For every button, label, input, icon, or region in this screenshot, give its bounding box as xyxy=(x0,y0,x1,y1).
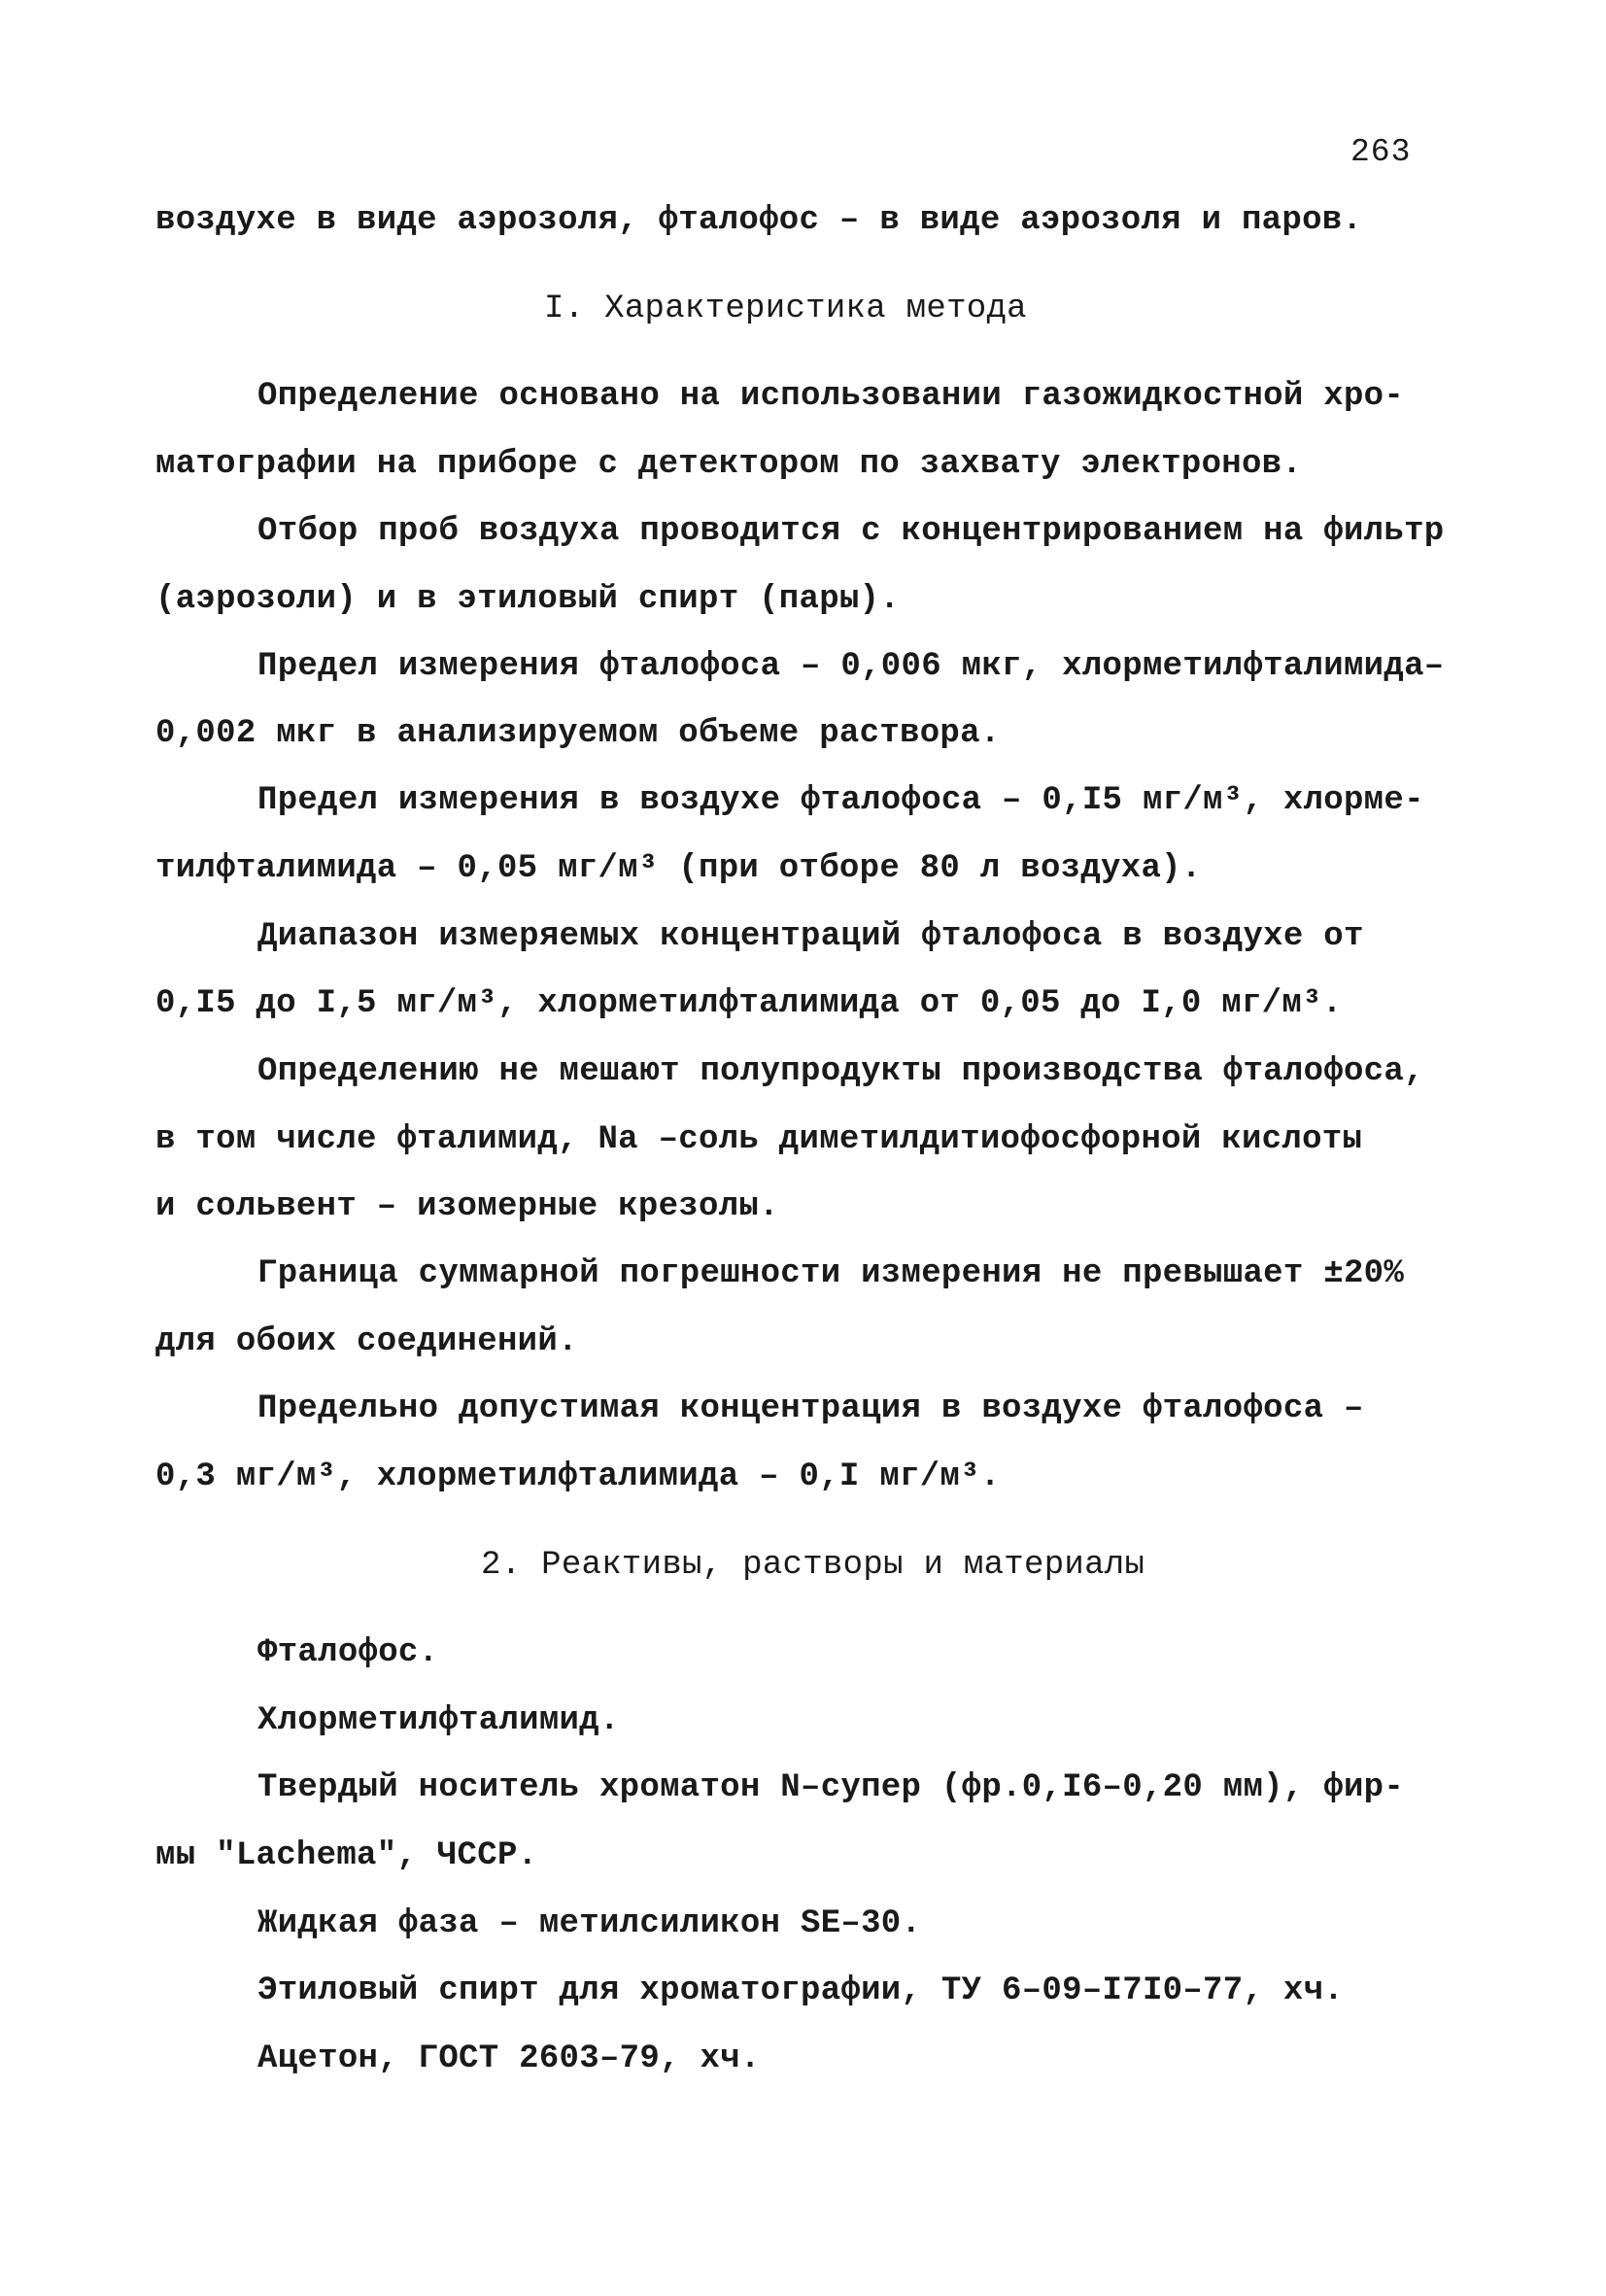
text-line: Твердый носитель хроматон N–супер (фр.0,I6–0,20 мм), фир- xyxy=(257,1769,1405,1806)
text-line: мы "Lachema", ЧССР. xyxy=(155,1837,538,1874)
text-line: Ацетон, ГОСТ 2603–79, хч. xyxy=(257,2040,761,2077)
text-line: Хлорметилфталимид. xyxy=(257,1702,620,1739)
text-line: для обоих соединений. xyxy=(155,1323,578,1360)
text-line: Фталофос. xyxy=(257,1634,439,1671)
text-line: тилфталимида – 0,05 мг/м³ (при отборе 80 л воздуха). xyxy=(155,850,1202,887)
text-line: Граница суммарной погрешности измерения не превышает ±20% xyxy=(257,1255,1405,1292)
text-line: 0,3 мг/м³, хлорметилфталимида – 0,I мг/м³. xyxy=(155,1458,1001,1495)
section-heading: 2. Реактивы, растворы и материалы xyxy=(481,1547,1145,1584)
text-line: Определению не мешают полупродукты производства фталофоса, xyxy=(257,1053,1424,1090)
text-line: Отбор проб воздуха проводится с концентрированием на фильтр xyxy=(257,513,1445,550)
section-heading: I. Характеристика метода xyxy=(544,291,1027,327)
text-line: матографии на приборе с детектором по захвату электронов. xyxy=(155,446,1303,483)
text-line: в том числе фталимид, Na –соль диметилдитиофосфорной кислоты xyxy=(155,1121,1363,1158)
text-line: 0,I5 до I,5 мг/м³, хлорметилфталимида от 0,05 до I,0 мг/м³. xyxy=(155,985,1343,1022)
text-line: воздухе в виде аэрозоля, фталофос – в виде аэрозоля и паров. xyxy=(155,202,1363,239)
text-line: Предельно допустимая концентрация в воздухе фталофоса – xyxy=(257,1390,1364,1427)
text-line: и сольвент – изомерные крезолы. xyxy=(155,1188,779,1225)
text-line: Жидкая фаза – метилсиликон SE–30. xyxy=(257,1905,922,1942)
page-number: 263 xyxy=(1350,134,1412,170)
text-line: Предел измерения фталофоса – 0,006 мкг, хлорметилфталимида– xyxy=(257,648,1445,685)
text-line: Этиловый спирт для хроматографии, ТУ 6–09–I7I0–77, хч. xyxy=(257,1972,1344,2009)
text-line: Предел измерения в воздухе фталофоса – 0,I5 мг/м³, хлорме- xyxy=(257,782,1424,819)
text-line: 0,002 мкг в анализируемом объеме раствора. xyxy=(155,715,1001,752)
text-line: Диапазон измеряемых концентраций фталофоса в воздухе от xyxy=(257,918,1364,955)
text-line: (аэрозоли) и в этиловый спирт (пары). xyxy=(155,581,901,618)
text-line: Определение основано на использовании газожидкостной хро- xyxy=(257,378,1405,415)
